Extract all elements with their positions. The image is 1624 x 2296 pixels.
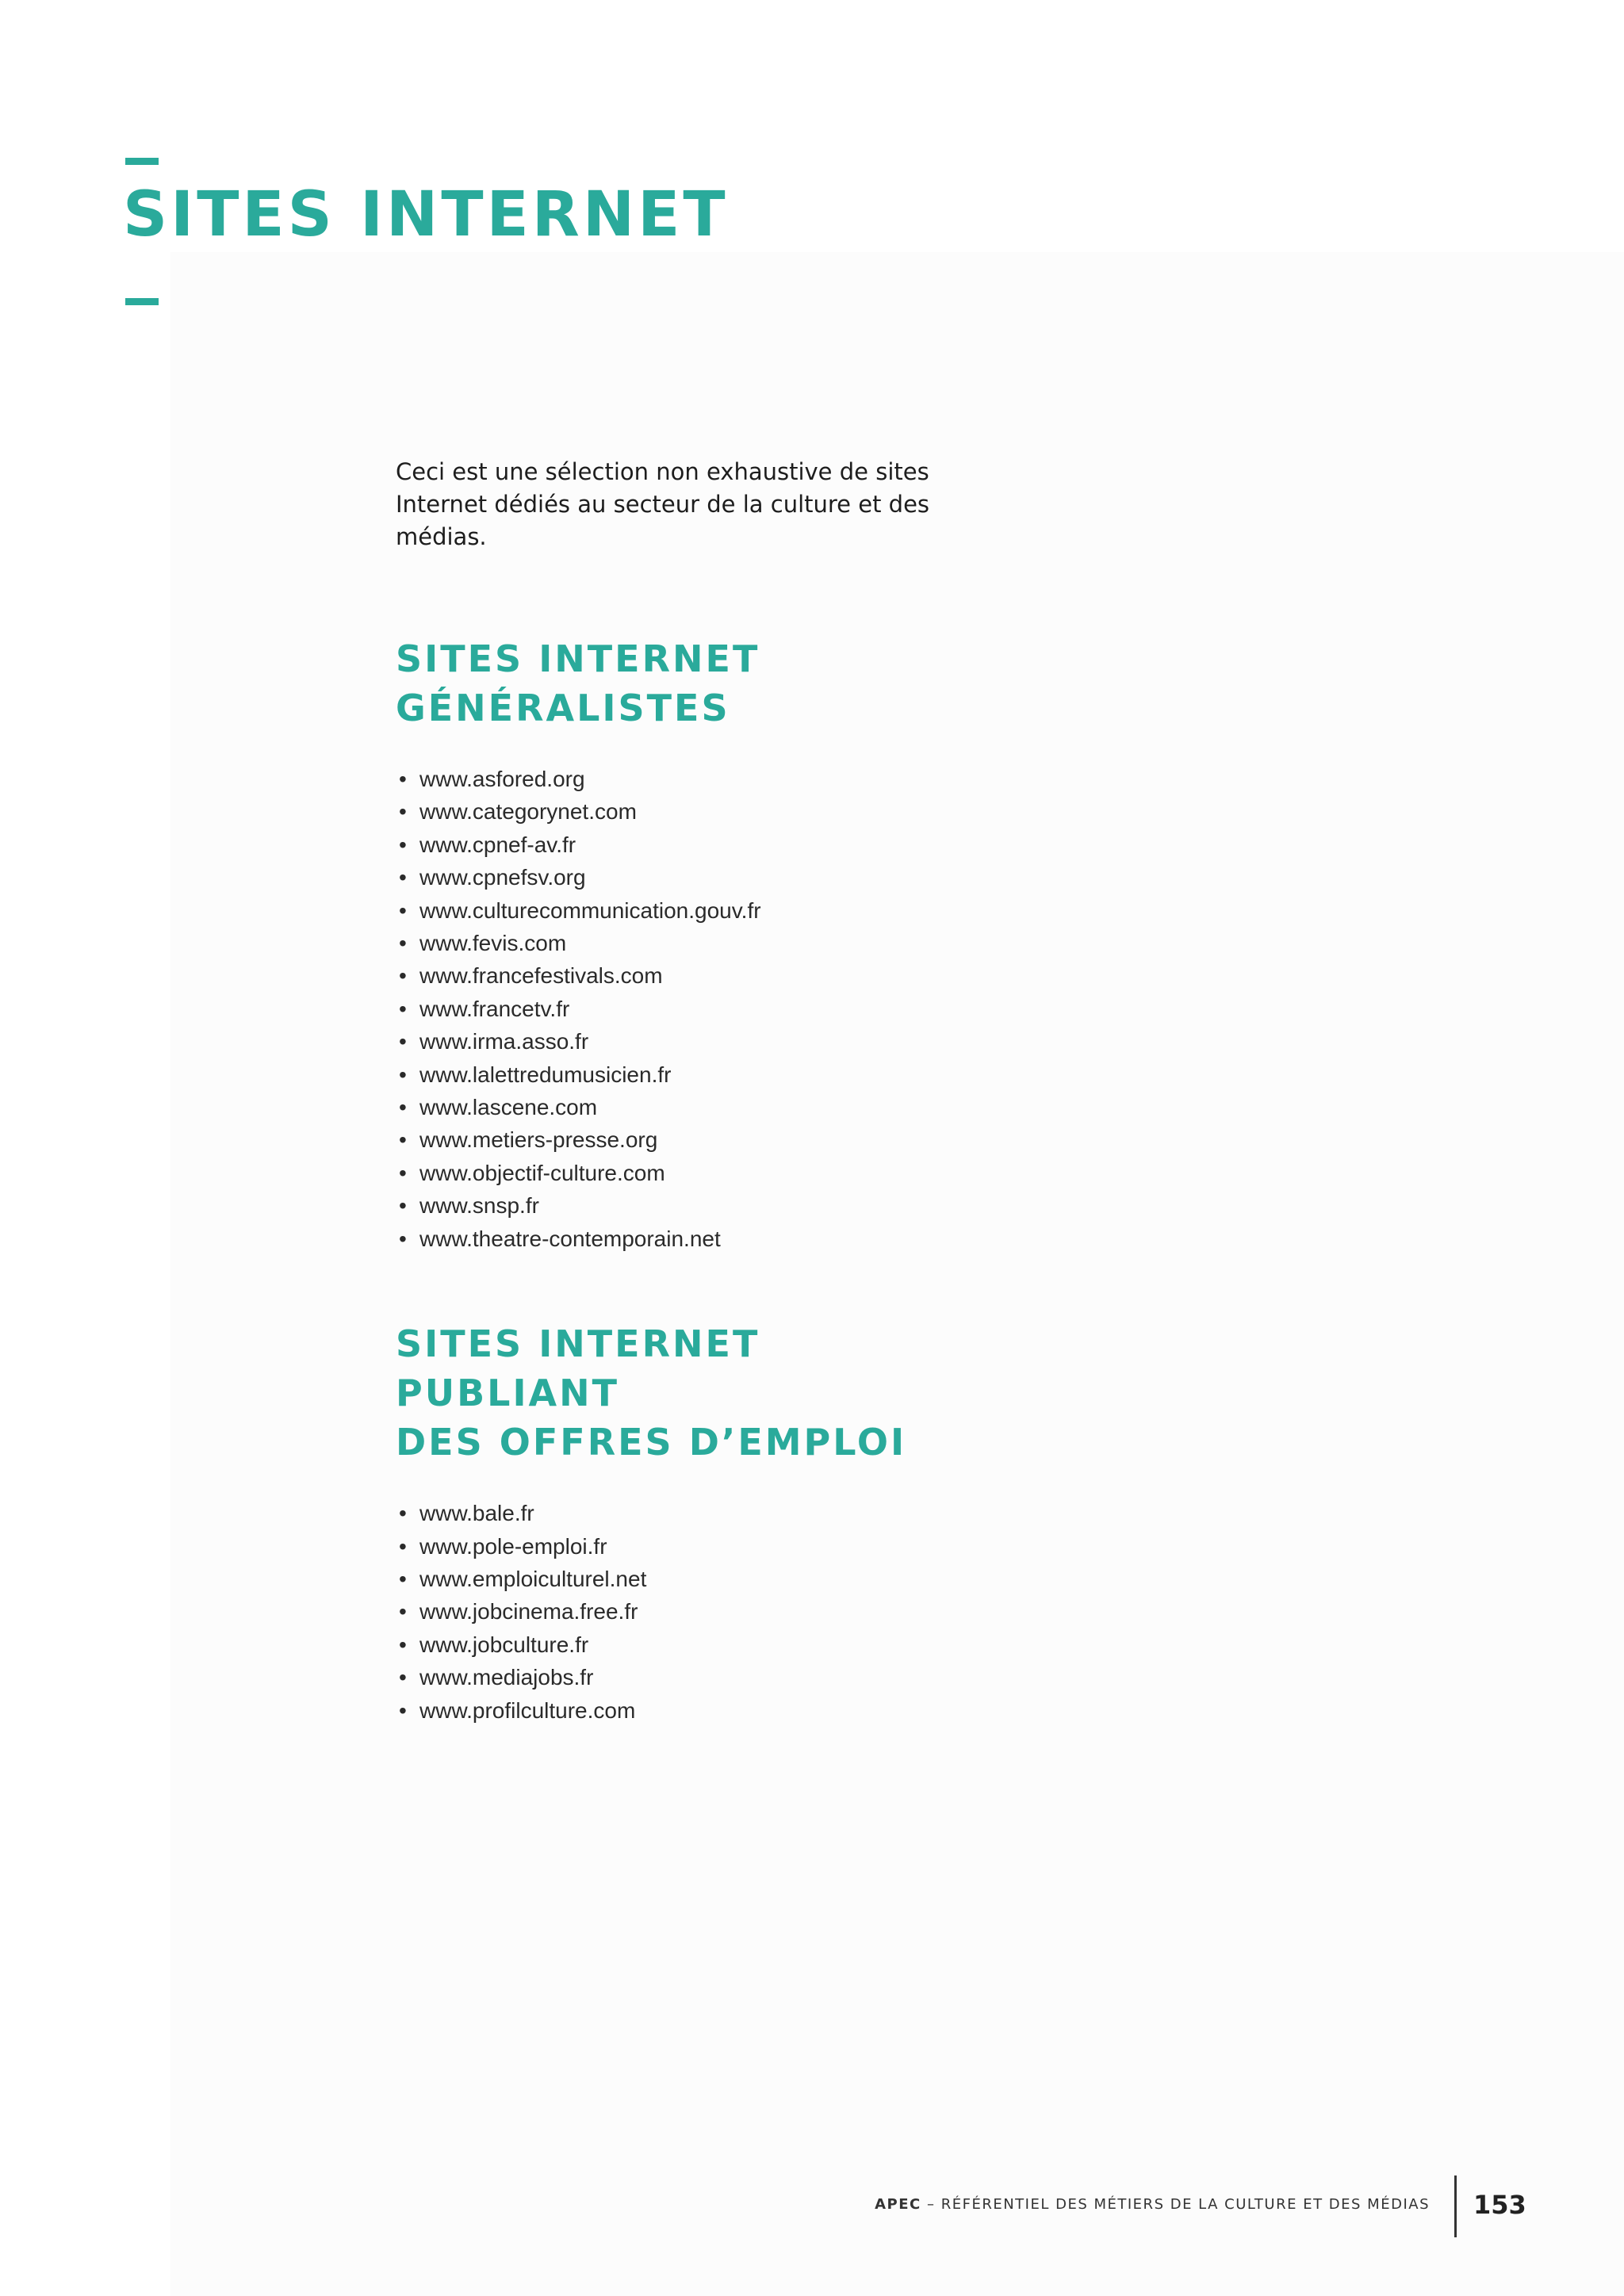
website-link[interactable]: • www.jobculture.fr	[396, 1628, 951, 1661]
footer-brand: APEC	[875, 2196, 921, 2213]
main-content	[396, 456, 951, 1727]
website-link[interactable]: • www.jobcinema.free.fr	[396, 1595, 951, 1628]
website-link[interactable]: • www.mediajobs.fr	[396, 1661, 951, 1693]
footer-separator: –	[921, 2196, 941, 2213]
title-bottom-dash	[125, 298, 159, 305]
website-link[interactable]: • www.categorynet.com	[396, 795, 951, 828]
website-link[interactable]: • www.francetv.fr	[396, 993, 951, 1025]
website-link[interactable]: • www.cpnefsv.org	[396, 861, 951, 894]
section-heading-job-sites	[396, 1319, 951, 1467]
title-top-dash	[125, 158, 159, 165]
website-link[interactable]: • www.objectif-culture.com	[396, 1157, 951, 1189]
page-title: SITES INTERNET	[123, 179, 729, 251]
website-link[interactable]: • www.theatre-contemporain.net	[396, 1223, 951, 1255]
website-link[interactable]: • www.lascene.com	[396, 1091, 951, 1123]
website-link[interactable]: • www.metiers-presse.org	[396, 1123, 951, 1156]
website-link[interactable]: • www.snsp.fr	[396, 1189, 951, 1222]
footer-publication-title: RÉFÉRENTIEL DES MÉTIERS DE LA CULTURE ET DES MÉDIAS	[940, 2196, 1430, 2213]
website-link[interactable]: • www.cpnef-av.fr	[396, 828, 951, 861]
section-heading-line: SITES INTERNET	[396, 637, 760, 680]
website-link[interactable]: • www.irma.asso.fr	[396, 1025, 951, 1058]
website-link[interactable]: • www.culturecommunication.gouv.fr	[396, 894, 951, 927]
website-link[interactable]: • www.lalettredumusicien.fr	[396, 1058, 951, 1091]
intro-paragraph: Ceci est une sélection non exhaustive de sites Internet dédiés au secteur de la culture et des médias.	[396, 458, 930, 550]
website-link[interactable]: • www.fevis.com	[396, 927, 951, 959]
section-heading-line: DES OFFRES D’EMPLOI	[396, 1421, 907, 1464]
job-sites-list	[396, 1497, 951, 1727]
generalist-sites-list	[396, 763, 951, 1255]
website-link[interactable]: • www.francefestivals.com	[396, 959, 951, 992]
website-link[interactable]: • www.pole-emploi.fr	[396, 1530, 951, 1563]
website-link[interactable]: • www.emploiculturel.net	[396, 1563, 951, 1595]
section-heading-line: GÉNÉRALISTES	[396, 687, 730, 729]
page-number: 153	[1473, 2190, 1526, 2220]
website-link[interactable]: • www.profilculture.com	[396, 1694, 951, 1727]
section-heading-line: SITES INTERNET PUBLIANT	[396, 1322, 760, 1415]
website-link[interactable]: • www.asfored.org	[396, 763, 951, 795]
footer-caption	[875, 2196, 1430, 2213]
section-heading-generalist-sites	[396, 634, 951, 733]
footer-divider	[1454, 2175, 1457, 2237]
website-link[interactable]: • www.bale.fr	[396, 1497, 951, 1529]
